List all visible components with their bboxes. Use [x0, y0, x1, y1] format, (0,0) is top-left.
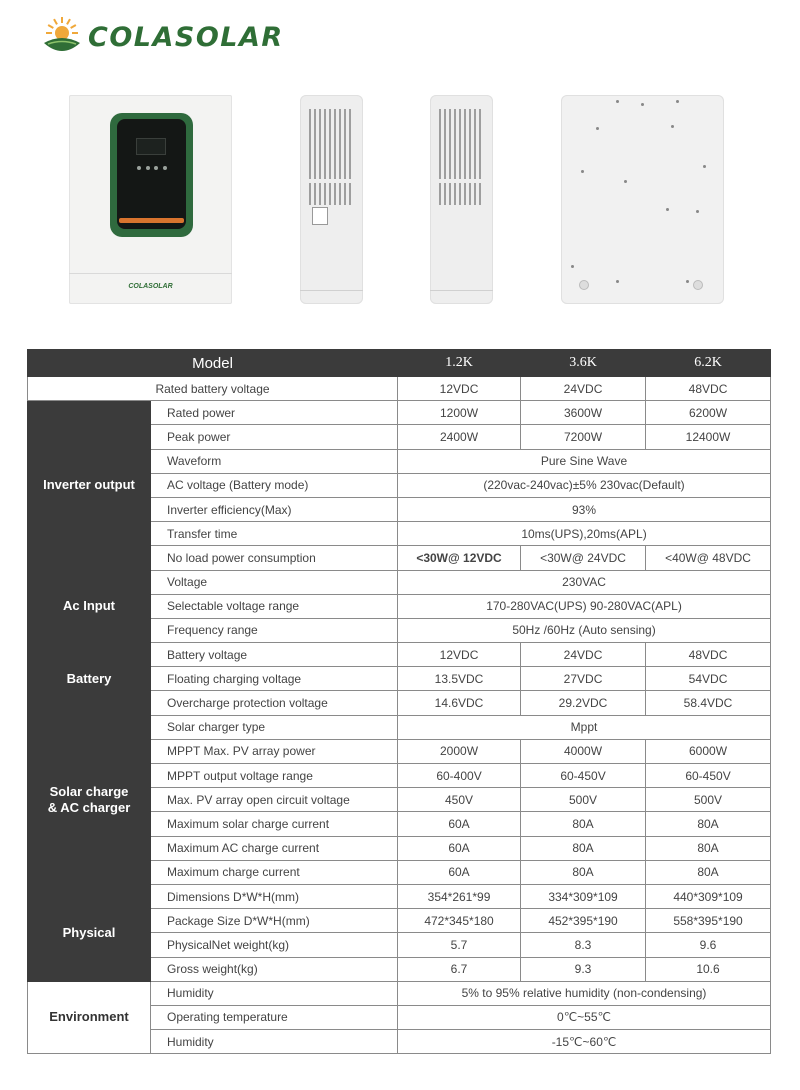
cell: 334*309*109 — [521, 884, 646, 908]
screw-icon — [624, 180, 627, 183]
row-label: Voltage — [151, 570, 398, 594]
cell: 60-400V — [398, 764, 521, 788]
vent-grille-icon — [309, 109, 354, 179]
cell: 2000W — [398, 739, 521, 763]
mount-hole-icon — [676, 100, 679, 103]
cell: 58.4VDC — [646, 691, 771, 715]
cell: 472*345*180 — [398, 909, 521, 933]
vent-grille-icon — [439, 183, 484, 205]
screw-icon — [666, 208, 669, 211]
screw-icon — [581, 170, 584, 173]
group-battery: Battery — [28, 643, 151, 716]
product-side-view-right — [430, 95, 493, 304]
cell: 12400W — [646, 425, 771, 449]
cell: 80A — [646, 836, 771, 860]
cell: 10.6 — [646, 957, 771, 981]
screw-icon — [703, 165, 706, 168]
row-label: Humidity — [151, 1030, 398, 1054]
cell: 60A — [398, 836, 521, 860]
model-2-header: 3.6K — [521, 350, 646, 377]
table-row — [28, 401, 771, 425]
cell: 1200W — [398, 401, 521, 425]
orange-accent-strip — [119, 218, 184, 223]
cell: 500V — [646, 788, 771, 812]
cell: 500V — [521, 788, 646, 812]
cell: 27VDC — [521, 667, 646, 691]
front-divider — [69, 273, 232, 274]
side-foot — [300, 290, 363, 304]
row-label: Waveform — [151, 449, 398, 473]
row-label: Transfer time — [151, 522, 398, 546]
row-label: Floating charging voltage — [151, 667, 398, 691]
cell: 80A — [521, 836, 646, 860]
cell: 7200W — [521, 425, 646, 449]
row-label: Selectable voltage range — [151, 594, 398, 618]
table-row — [28, 377, 771, 401]
row-label: Inverter efficiency(Max) — [151, 497, 398, 521]
cell: 12VDC — [398, 643, 521, 667]
table-header-row — [28, 350, 771, 377]
group-physical: Physical — [28, 884, 151, 981]
cell: 5.7 — [398, 933, 521, 957]
cable-hole-icon — [579, 280, 589, 290]
cell: <30W@ 12VDC — [398, 546, 521, 570]
row-label: Rated battery voltage — [28, 377, 398, 401]
cell: 80A — [521, 860, 646, 884]
cell: 170-280VAC(UPS) 90-280VAC(APL) — [398, 594, 771, 618]
row-label: Battery voltage — [151, 643, 398, 667]
table-row — [28, 884, 771, 908]
cell: 452*395*190 — [521, 909, 646, 933]
cell: 24VDC — [521, 377, 646, 401]
cell: 4000W — [521, 739, 646, 763]
table-row — [28, 643, 771, 667]
cell: 6200W — [646, 401, 771, 425]
cell: 48VDC — [646, 377, 771, 401]
screw-icon — [571, 265, 574, 268]
cell: 93% — [398, 497, 771, 521]
cell: 0℃~55℃ — [398, 1005, 771, 1029]
cell: <40W@ 48VDC — [646, 546, 771, 570]
side-foot — [430, 290, 493, 304]
group-environment: Environment — [28, 981, 151, 1054]
screw-icon — [596, 127, 599, 130]
cell: 230VAC — [398, 570, 771, 594]
model-header: Model — [28, 350, 398, 377]
row-label: Maximum solar charge current — [151, 812, 398, 836]
cell: 2400W — [398, 425, 521, 449]
panel-button-icon — [137, 166, 141, 170]
cell: 80A — [646, 812, 771, 836]
cell: 12VDC — [398, 377, 521, 401]
cell: 60A — [398, 860, 521, 884]
cell: 48VDC — [646, 643, 771, 667]
row-label: Dimensions D*W*H(mm) — [151, 884, 398, 908]
port-cover-icon — [312, 207, 328, 225]
cell: 558*395*190 — [646, 909, 771, 933]
cell: 5% to 95% relative humidity (non-condensing) — [398, 981, 771, 1005]
cell: 450V — [398, 788, 521, 812]
cell: 13.5VDC — [398, 667, 521, 691]
product-side-view-left — [300, 95, 363, 304]
cell: (220vac-240vac)±5% 230vac(Default) — [398, 473, 771, 497]
cable-hole-icon — [693, 280, 703, 290]
sun-leaf-logo-icon — [40, 15, 84, 59]
cell: <30W@ 24VDC — [521, 546, 646, 570]
cell: -15℃~60℃ — [398, 1030, 771, 1054]
row-label: Rated power — [151, 401, 398, 425]
cell: Pure Sine Wave — [398, 449, 771, 473]
group-solar-line2: & AC charger — [47, 799, 131, 815]
panel-button-icon — [154, 166, 158, 170]
row-label: No load power consumption — [151, 546, 398, 570]
row-label: Overcharge protection voltage — [151, 691, 398, 715]
model-3-header: 6.2K — [646, 350, 771, 377]
front-brand-label: COLASOLAR — [128, 283, 173, 290]
cell: 8.3 — [521, 933, 646, 957]
cell: 50Hz /60Hz (Auto sensing) — [398, 618, 771, 642]
cell: 6000W — [646, 739, 771, 763]
cell: 6.7 — [398, 957, 521, 981]
cell: 9.3 — [521, 957, 646, 981]
cell: Mppt — [398, 715, 771, 739]
screw-icon — [671, 125, 674, 128]
row-label: Operating temperature — [151, 1005, 398, 1029]
brand-header — [40, 14, 284, 60]
row-label: Peak power — [151, 425, 398, 449]
row-label: Humidity — [151, 981, 398, 1005]
vent-grille-icon — [309, 183, 354, 205]
cell: 10ms(UPS),20ms(APL) — [398, 522, 771, 546]
vent-grille-icon — [439, 109, 484, 179]
row-label: AC voltage (Battery mode) — [151, 473, 398, 497]
mount-hole-icon — [616, 100, 619, 103]
brand-name: COLASOLAR — [88, 21, 284, 53]
product-back-view — [561, 95, 724, 304]
cell: 80A — [646, 860, 771, 884]
group-solar-charger — [28, 715, 151, 884]
screw-icon — [686, 280, 689, 283]
cell: 80A — [521, 812, 646, 836]
row-label: MPPT output voltage range — [151, 764, 398, 788]
row-label: PhysicalNet weight(kg) — [151, 933, 398, 957]
table-row — [28, 715, 771, 739]
cell: 60A — [398, 812, 521, 836]
row-label: Package Size D*W*H(mm) — [151, 909, 398, 933]
row-label: Gross weight(kg) — [151, 957, 398, 981]
cell: 440*309*109 — [646, 884, 771, 908]
cell: 54VDC — [646, 667, 771, 691]
group-solar-line1: Solar charge — [49, 783, 129, 799]
cell: 29.2VDC — [521, 691, 646, 715]
front-control-panel — [110, 113, 193, 237]
table-row — [28, 981, 771, 1005]
cell: 9.6 — [646, 933, 771, 957]
panel-buttons — [137, 166, 167, 170]
screw-icon — [696, 210, 699, 213]
front-screen — [117, 119, 186, 229]
product-front-view — [69, 95, 232, 304]
group-inverter-output: Inverter output — [28, 401, 151, 570]
cell: 14.6VDC — [398, 691, 521, 715]
row-label: Max. PV array open circuit voltage — [151, 788, 398, 812]
row-label: Solar charger type — [151, 715, 398, 739]
row-label: MPPT Max. PV array power — [151, 739, 398, 763]
row-label: Frequency range — [151, 618, 398, 642]
panel-button-icon — [163, 166, 167, 170]
cell: 60-450V — [646, 764, 771, 788]
cell: 3600W — [521, 401, 646, 425]
cell: 24VDC — [521, 643, 646, 667]
model-1-header: 1.2K — [398, 350, 521, 377]
mount-hole-icon — [641, 103, 644, 106]
lcd-display — [136, 138, 166, 155]
table-row — [28, 570, 771, 594]
cell: 60-450V — [521, 764, 646, 788]
group-ac-input: Ac Input — [28, 570, 151, 643]
screw-icon — [616, 280, 619, 283]
cell: 354*261*99 — [398, 884, 521, 908]
row-label: Maximum AC charge current — [151, 836, 398, 860]
panel-button-icon — [146, 166, 150, 170]
row-label: Maximum charge current — [151, 860, 398, 884]
spec-table — [27, 349, 771, 1054]
